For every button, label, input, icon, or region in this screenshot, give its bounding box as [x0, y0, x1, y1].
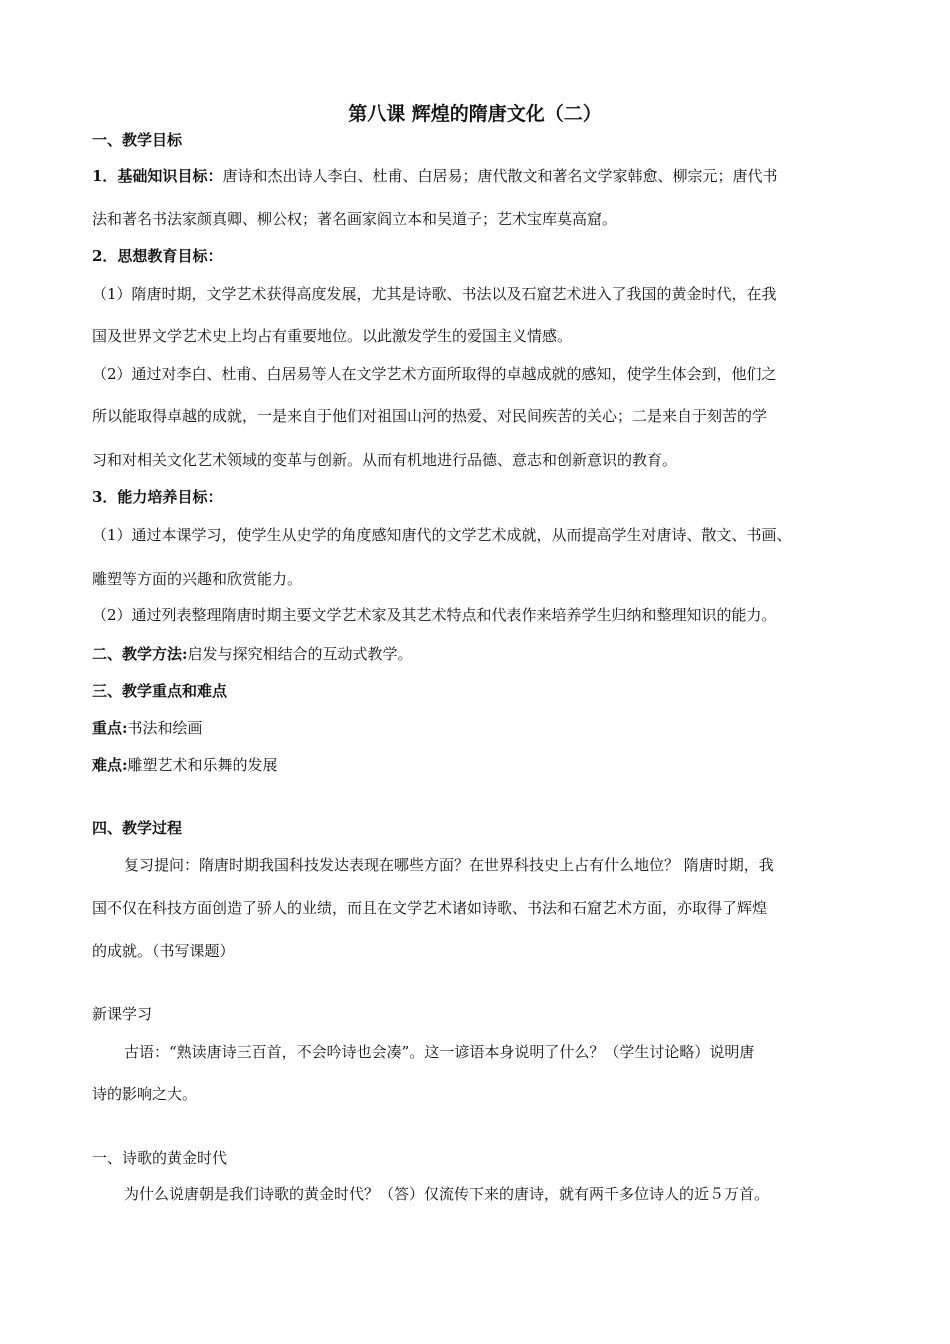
proverb-line-b: 诗的影响之大。 [92, 1085, 198, 1103]
review-line-b: 国不仅在科技方面创造了骄人的业绩，而且在文学艺术诸如诗歌、书法和石窟艺术方面，亦取得了辉煌 [92, 899, 768, 917]
goal-2-p2-a: （2）通过对李白、杜甫、白居易等人在文学艺术方面所取得的卓越成就的感知，使学生体会到，他们之 [92, 365, 777, 383]
goal-1-line-a [92, 166, 777, 186]
difficult-point-text: 雕塑艺术和乐舞的发展 [127, 756, 278, 774]
heading-key-points: 三、教学重点和难点 [92, 682, 228, 700]
teaching-method-label: 二、教学方法: [92, 645, 188, 663]
page-title: 第八课 辉煌的隋唐文化（二） [348, 103, 602, 125]
goal-3-p1-b: 雕塑等方面的兴趣和欣赏能力。 [92, 570, 303, 588]
key-point-label: 重点: [92, 719, 128, 737]
proverb-line-a: 古语：“熟读唐诗三百首，不会吟诗也会凑”。这一谚语本身说明了什么？（学生讨论略）说明唐 [124, 1043, 755, 1061]
goal-2-label: 2．思想教育目标： [92, 247, 223, 265]
goal-3-p1-a: （1）通过本课学习，使学生从史学的角度感知唐代的文学艺术成就，从而提高学生对唐诗、散文、书画、 [92, 526, 792, 544]
goal-3-label: 3．能力培养目标： [92, 488, 223, 506]
goal-2-p2-b: 所以能取得卓越的成就，一是来自于他们对祖国山河的热爱、对民间疾苦的关心；二是来自于刻苦的学 [92, 407, 768, 425]
review-line-a: 复习提问：隋唐时期我国科技发达表现在哪些方面？在世界科技史上占有什么地位？ 隋唐时期，我 [124, 856, 774, 874]
heading-teaching-goals: 一、教学目标 [92, 131, 183, 149]
key-point-text: 书法和绘画 [127, 719, 203, 737]
poetry-heading: 一、诗歌的黄金时代 [92, 1149, 228, 1167]
heading-teaching-process: 四、教学过程 [92, 819, 183, 837]
goal-2-p1-b: 国及世界文学艺术史上均占有重要地位。以此激发学生的爱国主义情感。 [92, 327, 573, 345]
goal-2-p1-a: （1）隋唐时期，文学艺术获得高度发展，尤其是诗歌、书法以及石窟艺术进入了我国的黄金时代，在我 [92, 285, 777, 303]
poetry-text: 为什么说唐朝是我们诗歌的黄金时代？（答）仅流传下来的唐诗，就有两千多位诗人的近５万首。 [124, 1185, 770, 1203]
goal-1-text-a: 唐诗和杰出诗人李白、杜甫、白居易；唐代散文和著名文学家韩愈、柳宗元；唐代书 [222, 167, 778, 185]
goal-1-label: 1．基础知识目标： [92, 167, 223, 185]
new-lesson-label: 新课学习 [92, 1005, 153, 1023]
key-point [92, 718, 203, 738]
teaching-method [92, 644, 413, 664]
teaching-method-text: 启发与探究相结合的互动式教学。 [187, 645, 413, 663]
goal-3-p2: （2）通过列表整理隋唐时期主要文学艺术家及其艺术特点和代表作来培养学生归纳和整理知识的能力。 [92, 606, 777, 624]
goal-2-p2-c: 习和对相关文化艺术领域的变革与创新。从而有机地进行品德、意志和创新意识的教育。 [92, 451, 678, 469]
review-line-c: 的成就。（书写课题） [92, 942, 235, 960]
difficult-point [92, 755, 278, 775]
difficult-point-label: 难点: [92, 756, 128, 774]
goal-1-line-b: 法和著名书法家颜真卿、柳公权；著名画家阎立本和吴道子；艺术宝库莫高窟。 [92, 210, 618, 228]
